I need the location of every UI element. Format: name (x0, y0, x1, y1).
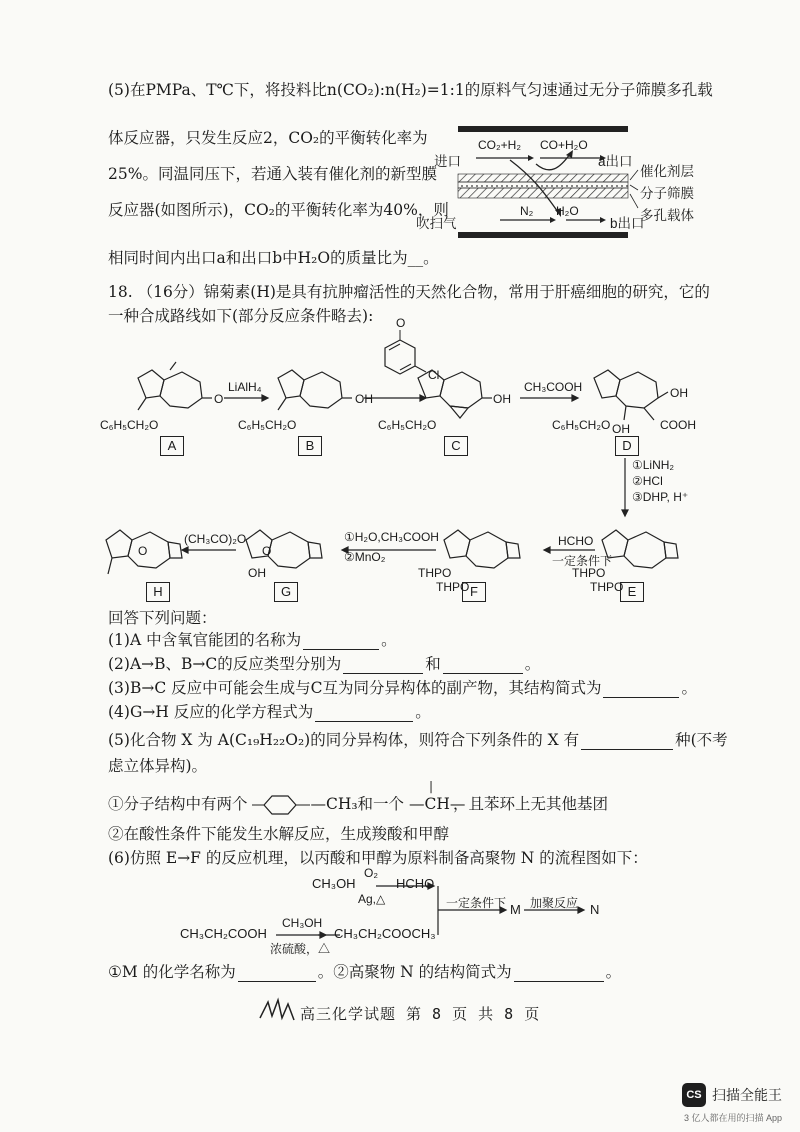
camscanner-logo-icon: CS (682, 1083, 706, 1107)
reagent-dhp: ③DHP, H⁺ (632, 490, 689, 504)
q18-intro-1: 18. （16分）锦菊素(H)是具有抗肿瘤活性的天然化合物，常用于肝癌细胞的研究，它的 (108, 283, 710, 301)
feed-label: CO₂+H₂ (478, 138, 521, 152)
catalyst-layer-label: 催化剂层 (640, 164, 694, 179)
question-7: ①M 的化学名称为 。②高聚物 N 的结构简式为 。 (108, 963, 622, 981)
answer-blank[interactable] (315, 721, 413, 722)
reagent-mno2: ②MnO₂ (344, 550, 386, 564)
answer-blank[interactable] (238, 981, 316, 982)
answer-blank[interactable] (514, 981, 604, 982)
question-5-cont: 虑立体异构)。 (108, 757, 208, 775)
flow-conditions: 一定条件下 (446, 896, 507, 910)
answer-blank[interactable] (443, 673, 523, 674)
b-oh-label: OH (355, 392, 373, 406)
condition-1: ①分子结构中有两个 —CH₃和一个 | —CH—，且苯环上无其他基团 (108, 792, 608, 816)
b-bn-label: C₆H₅CH₂O (238, 418, 297, 432)
q17-line1: (5)在PMPa、T℃下，将投料比n(CO₂):n(H₂)=1:1的原料气匀速通过无分子筛膜多孔载 (108, 81, 713, 99)
question-4: (4)G→H 反应的化学方程式为 。 (108, 703, 431, 721)
q18-intro-2: 一种合成路线如下(部分反应条件略去): (108, 307, 374, 325)
d-cooh-label: COOH (660, 418, 696, 432)
condition-2: ②在酸性条件下能发生水解反应，生成羧酸和甲醇 (108, 825, 450, 843)
compound-d-label: D (615, 436, 639, 456)
g-oh-label: OH (248, 566, 266, 580)
mcpba-cl-label: Cl (428, 368, 440, 382)
q17-line3: 25%。同温同压下，若通入装有催化剂的新型膜 (108, 165, 437, 183)
outlet-b-label: b出口 (610, 216, 645, 231)
reagent-hcl: ②HCl (632, 474, 663, 488)
flow-h2so4: 浓硫酸，△ (270, 942, 331, 956)
reagent-linh2: ①LiNH₂ (632, 458, 675, 472)
h-lactone-o: O (138, 544, 148, 558)
f-thpo-label-2: THPO (436, 580, 470, 594)
question-6: (6)仿照 E→F 的反应机理，以丙酸和甲醇为原料制备高聚物 N 的流程图如下： (108, 849, 648, 867)
sieve-membrane-label: 分子筛膜 (640, 186, 694, 201)
mcpba-peroxy-label: O (396, 316, 406, 330)
question-1: (1)A 中含氧官能团的名称为 。 (108, 631, 397, 649)
flow-n: N (590, 902, 600, 917)
answer-blank[interactable] (343, 673, 423, 674)
n2-label: N₂ (520, 204, 534, 218)
answer-blank[interactable] (303, 649, 379, 650)
f-thpo-label-1: THPO (418, 566, 452, 580)
d-oh2-label: OH (612, 422, 630, 436)
camscanner-tagline: 3 亿人都在用的扫描 App (683, 1113, 782, 1123)
a-bn-label: C₆H₅CH₂O (100, 418, 159, 432)
flow-polymerization: 加聚反应 (530, 896, 579, 910)
reagent-h2o-acoh: ①H₂O,CH₃COOH (344, 530, 439, 544)
d-oh-label: OH (670, 386, 688, 400)
page-footer: 高三化学试题 第 8 页 共 8 页 (300, 1005, 541, 1023)
answer-blank[interactable] (603, 697, 679, 698)
porous-support-label: 多孔载体 (640, 208, 694, 223)
question-5: (5)化合物 X 为 A(C₁₉H₂₂O₂)的同分异构体，则符合下列条件的 X 有 种(不考 (108, 731, 728, 749)
question-2: (2)A→B、B→C的反应类型分别为 和 。 (108, 655, 541, 673)
flow-ester: CH₃CH₂COOCH₃ (334, 926, 436, 941)
product-label: CO+H₂O (540, 138, 588, 152)
flow-ch3oh: CH₃OH (312, 876, 356, 891)
question-3: (3)B→C 反应中可能会生成与C互为同分异构体的副产物，其结构简式为 。 (108, 679, 697, 697)
compound-e-label: E (620, 582, 644, 602)
questions-header: 回答下列问题： (108, 609, 217, 627)
compound-g-label: G (274, 582, 298, 602)
answer-blank[interactable] (581, 749, 673, 750)
q17-line4: 反应器(如图所示)，CO₂的平衡转化率为40%，则 (108, 201, 449, 219)
compound-f-label: F (462, 582, 486, 602)
compound-c-label: C (444, 436, 468, 456)
outlet-a-label: a出口 (598, 154, 633, 169)
inlet-label: 进口 (434, 154, 461, 169)
ch-group: | —CH— (408, 779, 466, 813)
a-oxo-label: O (214, 392, 224, 406)
compound-b-label: B (298, 436, 322, 456)
flow-o2: O₂ (364, 866, 378, 880)
d-bn-label: C₆H₅CH₂O (552, 418, 611, 432)
c-bn-label: C₆H₅CH₂O (378, 418, 437, 432)
flow-ag: Ag,△ (358, 892, 386, 906)
scribble-mark-icon (258, 996, 298, 1024)
flow-ch3oh-2: CH₃OH (282, 916, 323, 930)
reagent-conditions: 一定条件下 (552, 554, 613, 568)
q17-line5: 相同时间内出口a和出口b中H₂O的质量比为__。 (108, 249, 439, 267)
flow-m: M (510, 902, 521, 917)
compound-a-label: A (160, 436, 184, 456)
h2o-label: H₂O (556, 204, 579, 218)
reagent-hcho: HCHO (558, 534, 594, 548)
sweep-label: 吹扫气 (416, 216, 457, 231)
reagent-lialh4: LiAlH₄ (228, 380, 262, 394)
benzene-ring-icon (252, 794, 310, 816)
g-lactone-o: O (262, 544, 272, 558)
reagent-ac2o: (CH₃CO)₂O (184, 532, 247, 546)
c-oh-label: OH (493, 392, 511, 406)
e-thpo-label-2: THPO (590, 580, 624, 594)
reagent-acoh: CH₃COOH (524, 380, 583, 394)
q17-line2: 体反应器，只发生反应2，CO₂的平衡转化率为 (108, 129, 428, 147)
scanner-watermark (682, 1083, 782, 1107)
flow-hcho: HCHO (396, 876, 435, 891)
compound-h-label: H (146, 582, 170, 602)
e-thpo-label-1: THPO (572, 566, 606, 580)
camscanner-name: 扫描全能王 (712, 1087, 782, 1103)
flow-propionic-acid: CH₃CH₂COOH (180, 926, 267, 941)
